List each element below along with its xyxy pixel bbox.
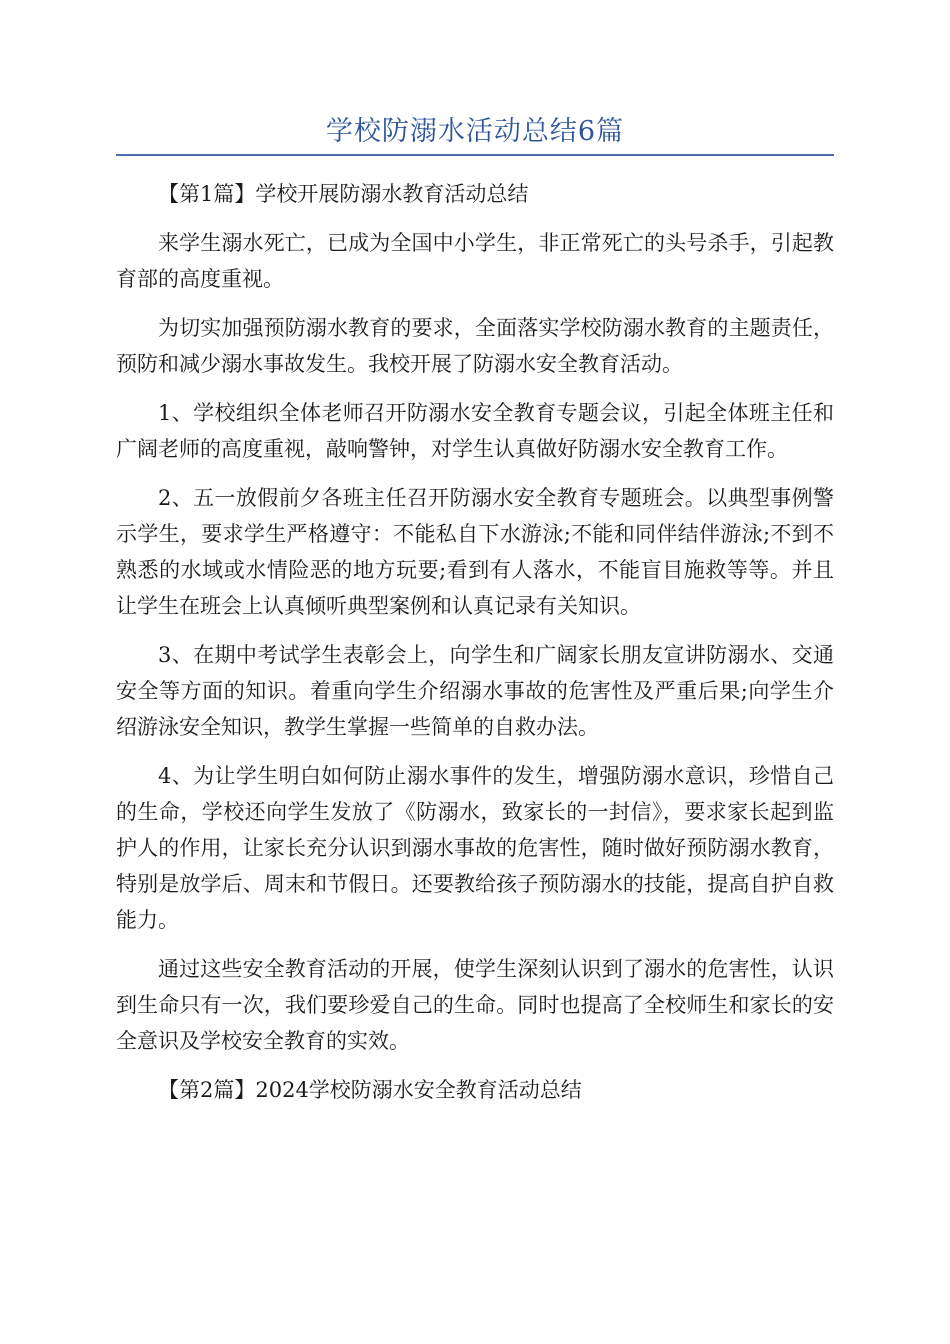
- document-title: 学校防溺水活动总结6篇: [325, 116, 625, 147]
- paragraph-7: 通过这些安全教育活动的开展，使学生深刻认识到了溺水的危害性，认识到生命只有一次，我们要珍爱自己的生命。同时也提高了全校师生和家长的安全意识及学校安全教育的实效。: [116, 957, 834, 1053]
- paragraph-4: 2、五一放假前夕各班主任召开防溺水安全教育专题班会。以典型事例警示学生，要求学生严格遵守：不能私自下水游泳;不能和同伴结伴游泳;不到不熟悉的水域或水情险恶的地方玩要;看到有人落水，不能盲目施救等等。并且让学生在班会上认真倾听典型案例和认真记录有关知识。: [116, 486, 834, 618]
- paragraph-3: 1、学校组织全体老师召开防溺水安全教育专题会议，引起全体班主任和广阔老师的高度重视，敲响警钟，对学生认真做好防溺水安全教育工作。: [116, 401, 834, 461]
- paragraph-6: 4、为让学生明白如何防止溺水事件的发生，增强防溺水意识，珍惜自己的生命，学校还向学生发放了《防溺水，致家长的一封信》，要求家长起到监护人的作用，让家长充分认识到溺水事故的危害性，随时做好预防溺水教育，特别是放学后、周末和节假日。还要教给孩子预防溺水的技能，提高自护自救能力。: [116, 764, 834, 932]
- paragraph-5: 3、在期中考试学生表彰会上，向学生和广阔家长朋友宣讲防溺水、交通安全等方面的知识。着重向学生介绍溺水事故的危害性及严重后果;向学生介绍游泳安全知识，教学生掌握一些简单的自救办法。: [116, 643, 834, 739]
- document-body: [116, 176, 834, 1121]
- section-heading-2: 【第2篇】2024学校防溺水安全教育活动总结: [158, 1078, 582, 1102]
- section-heading-1: 【第1篇】学校开展防溺水教育活动总结: [158, 182, 529, 206]
- paragraph-2: 为切实加强预防溺水教育的要求，全面落实学校防溺水教育的主题责任，预防和减少溺水事故发生。我校开展了防溺水安全教育活动。: [116, 316, 834, 376]
- title-underline: [116, 154, 834, 156]
- paragraph-1: 来学生溺水死亡，已成为全国中小学生，非正常死亡的头号杀手，引起教育部的高度重视。: [116, 231, 834, 291]
